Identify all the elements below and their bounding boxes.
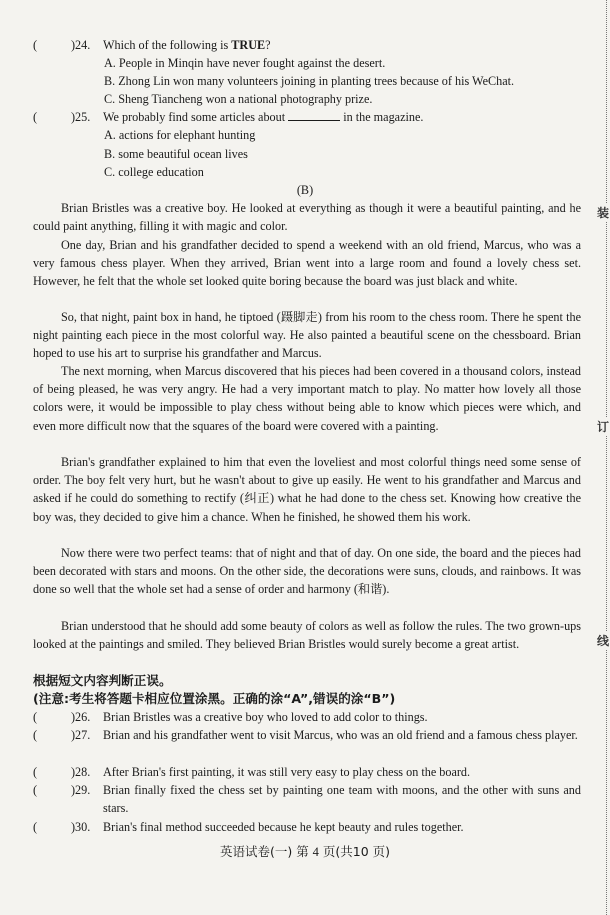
passage-paragraph-2: One day, Brian and his grandfather decided to spend a weekend with an old friend, Marcus, who was a very famous chess player. When they arrived, Brian went into a large room and found a lovely chess set. However, he felt that the whole set looked quite boring because the board was just black and white. bbox=[33, 238, 581, 289]
passage-paragraph-5: Brian's grandfather explained to him that even the loveliest and most colorful things need some sense of order. The boy felt very hurt, but he wasn't about to give up easily. He went to his grandfather and Marcus and asked if he could do something to rectify (纠正) what he had done to the chess set. Knowing how creative the boy was, they decided to give him a chance. When he finished, he showed them his work. bbox=[33, 455, 581, 524]
passage-paragraph-1: Brian Bristles was a creative boy. He looked at everything as though it were a beautiful painting, and he could paint anything, filling it with magic and color. bbox=[33, 201, 581, 234]
answer-bracket[interactable]: ( bbox=[33, 710, 38, 724]
option-a: A. actions for elephant hunting bbox=[104, 128, 256, 142]
answer-bracket[interactable]: ( bbox=[33, 728, 38, 742]
question-number: )24. bbox=[71, 38, 91, 52]
question-stem: Brian Bristles was a creative boy who loved to add color to things. bbox=[103, 710, 428, 724]
question-number: )25. bbox=[71, 110, 91, 124]
binding-mark-zhuang: 装 bbox=[596, 204, 610, 222]
option-b: B. some beautiful ocean lives bbox=[104, 147, 248, 161]
question-number: )27. bbox=[71, 728, 91, 742]
question-stem: Brian and his grandfather went to visit Marcus, who was an old friend and a famous chess player. bbox=[103, 728, 578, 742]
answer-bracket[interactable]: ( bbox=[33, 783, 38, 797]
dotted-cut-line bbox=[606, 0, 607, 915]
option-a: A. People in Minqin have never fought against the desert. bbox=[104, 56, 386, 70]
answer-bracket[interactable]: ( bbox=[33, 820, 38, 834]
question-stem: We probably find some articles about in the magazine. bbox=[103, 110, 424, 124]
instruction-note: (注意:考生将答题卡相应位置涂黑。正确的涂“A”,错误的涂“B”) bbox=[33, 691, 396, 706]
answer-bracket[interactable]: ( bbox=[33, 38, 38, 52]
question-number: )26. bbox=[71, 710, 91, 724]
option-c: C. Sheng Tiancheng won a national photography prize. bbox=[104, 92, 373, 106]
passage-paragraph-7: Brian understood that he should add some beauty of colors as well as follow the rules. The two grown-ups looked at the paintings and smiled. They believed Brian Bristles would surely become a great artist. bbox=[33, 619, 581, 652]
fill-blank bbox=[288, 109, 340, 121]
binding-mark-ding: 订 bbox=[596, 418, 610, 436]
passage-paragraph-3: So, that night, paint box in hand, he tiptoed (蹑脚走) from his room to the chess room. There he spent the night painting each piece in the most colorful way. He also painted a beautiful scene on the chessboard. Brian hoped to use his art to surprise his grandfather and Marcus. bbox=[33, 310, 581, 361]
question-stem: After Brian's first painting, it was still very easy to play chess on the board. bbox=[103, 765, 471, 779]
question-number: )28. bbox=[71, 765, 91, 779]
answer-bracket[interactable]: ( bbox=[33, 110, 38, 124]
question-stem: Brian finally fixed the chess set by painting one team with moons, and the other with suns and stars. bbox=[103, 783, 581, 816]
passage-paragraph-4: The next morning, when Marcus discovered that his pieces had been covered in a thousand colors, instead of being pleased, he was very angry. He had a very important match to play. No matter how lovely all those colors were, it would be impossible to play chess without being able to know which pieces were which, and even more difficult now that the squares of the board were covered with a painting. bbox=[33, 364, 581, 433]
question-stem: Which of the following is TRUE? bbox=[103, 38, 271, 52]
page-footer: 英语试卷(一) 第 4 页(共10 页) bbox=[219, 844, 391, 859]
passage-paragraph-6: Now there were two perfect teams: that of night and that of day. On one side, the board and the pieces had been decorated with stars and moons. On the other side, the decorations were suns, clouds, and rainbows. It was done so well that the whole set had a sense of order and harmony (和谐). bbox=[33, 546, 581, 597]
option-b: B. Zhong Lin won many volunteers joining in planting trees because of his WeChat. bbox=[104, 74, 515, 88]
instruction-title: 根据短文内容判断正误。 bbox=[33, 673, 172, 688]
section-label: (B) bbox=[296, 183, 314, 197]
answer-bracket[interactable]: ( bbox=[33, 765, 38, 779]
question-number: )30. bbox=[71, 820, 91, 834]
question-number: )29. bbox=[71, 783, 91, 797]
binding-mark-xian: 线 bbox=[596, 632, 610, 650]
question-stem: Brian's final method succeeded because he kept beauty and rules together. bbox=[103, 820, 464, 834]
binding-line bbox=[596, 0, 610, 915]
option-c: C. college education bbox=[104, 165, 204, 179]
